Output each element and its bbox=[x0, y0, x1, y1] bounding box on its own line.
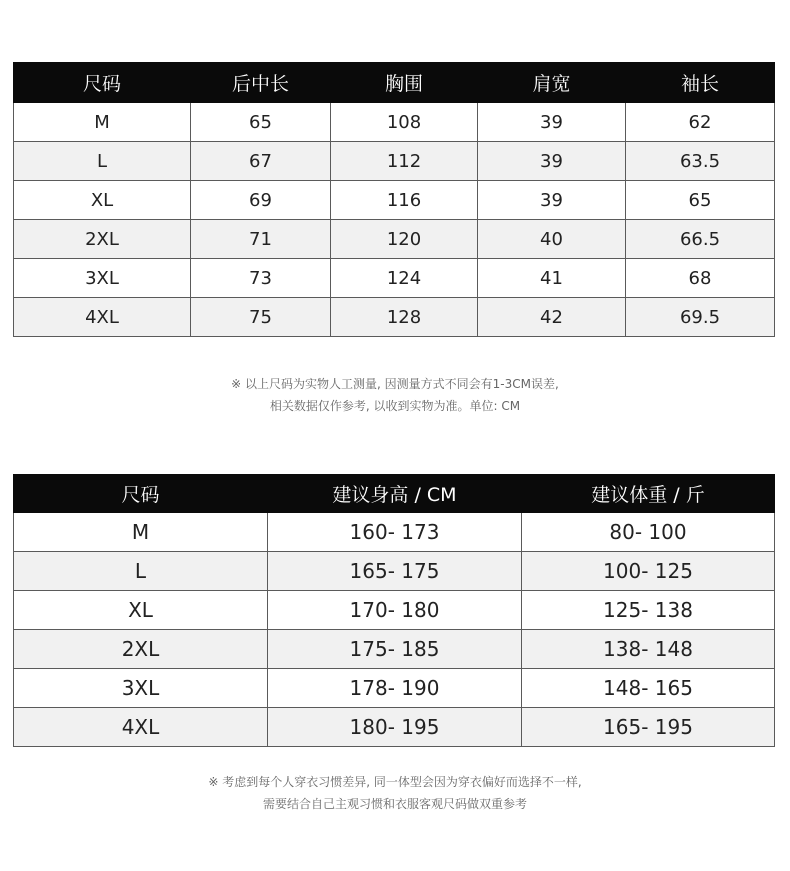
table-row bbox=[14, 181, 775, 220]
note-line: ※ 以上尺码为实物人工测量, 因测量方式不同会有1-3CM误差, bbox=[231, 377, 559, 391]
table-cell: 138- 148 bbox=[522, 630, 775, 669]
table-cell: 39 bbox=[478, 181, 626, 220]
table-cell: 71 bbox=[191, 220, 331, 259]
table-cell: 80- 100 bbox=[522, 513, 775, 552]
table-cell: 180- 195 bbox=[268, 708, 522, 747]
table-row bbox=[14, 513, 775, 552]
table-cell: 65 bbox=[626, 181, 775, 220]
note-line: ※ 考虑到每个人穿衣习惯差异, 同一体型会因为穿衣偏好而选择不一样, bbox=[208, 775, 582, 789]
table-cell: 100- 125 bbox=[522, 552, 775, 591]
fit-advice-note bbox=[0, 771, 790, 815]
table-cell: 39 bbox=[478, 142, 626, 181]
measurement-table bbox=[13, 62, 775, 337]
table-row bbox=[14, 142, 775, 181]
table-cell: 116 bbox=[331, 181, 478, 220]
measurement-note bbox=[0, 373, 790, 417]
table-cell: 62 bbox=[626, 103, 775, 142]
table-cell: 124 bbox=[331, 259, 478, 298]
table-cell: 120 bbox=[331, 220, 478, 259]
column-header-weight: 建议体重 / 斤 bbox=[522, 475, 775, 513]
table-cell: 41 bbox=[478, 259, 626, 298]
table-cell: 108 bbox=[331, 103, 478, 142]
column-header-chest: 胸围 bbox=[331, 63, 478, 103]
column-header-size: 尺码 bbox=[14, 63, 191, 103]
note-line: 需要结合自己主观习惯和衣服客观尺码做双重参考 bbox=[262, 797, 527, 811]
table-cell: 2XL bbox=[14, 220, 191, 259]
column-header-back-length: 后中长 bbox=[191, 63, 331, 103]
table-cell: 2XL bbox=[14, 630, 268, 669]
table-cell: 175- 185 bbox=[268, 630, 522, 669]
table-cell: 67 bbox=[191, 142, 331, 181]
table-cell: 125- 138 bbox=[522, 591, 775, 630]
table-cell: L bbox=[14, 552, 268, 591]
table-cell: XL bbox=[14, 591, 268, 630]
table-cell: M bbox=[14, 513, 268, 552]
table-cell: 69 bbox=[191, 181, 331, 220]
table-cell: 69.5 bbox=[626, 298, 775, 337]
table-row bbox=[14, 220, 775, 259]
table-row bbox=[14, 708, 775, 747]
table-cell: 63.5 bbox=[626, 142, 775, 181]
table-cell: 160- 173 bbox=[268, 513, 522, 552]
table-cell: 165- 195 bbox=[522, 708, 775, 747]
table-cell: 3XL bbox=[14, 259, 191, 298]
table-cell: M bbox=[14, 103, 191, 142]
table-header-row bbox=[14, 63, 775, 103]
table-cell: 178- 190 bbox=[268, 669, 522, 708]
table-row bbox=[14, 103, 775, 142]
table-row bbox=[14, 669, 775, 708]
column-header-sleeve: 袖长 bbox=[626, 63, 775, 103]
table-cell: 75 bbox=[191, 298, 331, 337]
table-cell: 4XL bbox=[14, 708, 268, 747]
table-cell: 68 bbox=[626, 259, 775, 298]
table-cell: XL bbox=[14, 181, 191, 220]
table-cell: 65 bbox=[191, 103, 331, 142]
table-row bbox=[14, 552, 775, 591]
table-row bbox=[14, 259, 775, 298]
table-row bbox=[14, 630, 775, 669]
table-cell: 148- 165 bbox=[522, 669, 775, 708]
table-cell: 66.5 bbox=[626, 220, 775, 259]
table-cell: 112 bbox=[331, 142, 478, 181]
table-row bbox=[14, 591, 775, 630]
table-cell: 4XL bbox=[14, 298, 191, 337]
table-cell: 73 bbox=[191, 259, 331, 298]
table-cell: 39 bbox=[478, 103, 626, 142]
table-cell: 170- 180 bbox=[268, 591, 522, 630]
recommendation-table bbox=[13, 474, 775, 747]
table-cell: 40 bbox=[478, 220, 626, 259]
table-cell: 128 bbox=[331, 298, 478, 337]
column-header-shoulder: 肩宽 bbox=[478, 63, 626, 103]
note-line: 相关数据仅作参考, 以收到实物为准。单位: CM bbox=[269, 399, 521, 413]
table-cell: L bbox=[14, 142, 191, 181]
table-header-row bbox=[14, 475, 775, 513]
table-cell: 42 bbox=[478, 298, 626, 337]
table-cell: 3XL bbox=[14, 669, 268, 708]
column-header-size: 尺码 bbox=[14, 475, 268, 513]
table-row bbox=[14, 298, 775, 337]
column-header-height: 建议身高 / CM bbox=[268, 475, 522, 513]
table-cell: 165- 175 bbox=[268, 552, 522, 591]
